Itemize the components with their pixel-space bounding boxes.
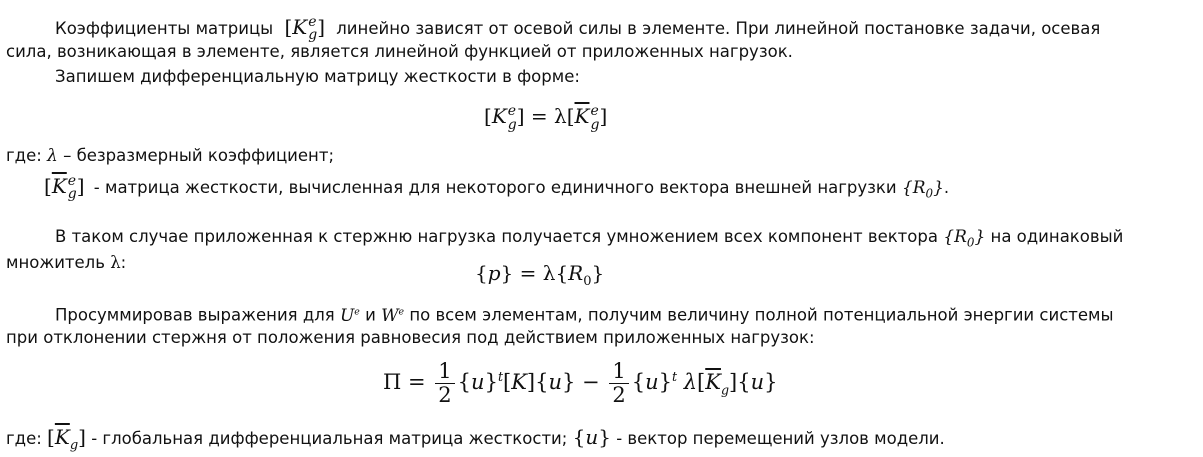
text-linear-dependence: линейно зависят от осевой силы в элементе. При линейной постановке задачи, осевая xyxy=(336,18,1101,38)
formula-potential-energy: Π = $\frac{1}{2}$ $\{u\}^t[K]\{u\}$ − $\frac{1}{2}$ $\{u\}^t$ $\lambda[\overline{K}_g]\{u\}$ xyxy=(383,359,778,408)
text-summing: Просуммировав выражения для xyxy=(55,305,335,325)
kg-description-line: [$\overline{K}$ e g ] - матрица жесткости, вычисленная для некоторого единичного вектора внешней нагрузки $\{R_0\}$. xyxy=(44,173,950,203)
where-lambda-line xyxy=(6,145,334,167)
paragraph-4-line-2: при отклонении стержня от положения равновесия под действием приложенных нагрузок: xyxy=(6,328,815,347)
paragraph-1-line-2: сила, возникающая в элементе, является линейной функцией от приложенных нагрузок. xyxy=(6,42,793,61)
ue-symbol: $U^e$ xyxy=(339,305,360,326)
lambda-symbol: λ xyxy=(47,146,58,166)
paragraph-3-line-1 xyxy=(55,226,1123,253)
r0-vector-inline: $\{R_0\}$ xyxy=(901,177,944,201)
formula-load-vector: $\{p\} = \lambda\{R_0\}$ xyxy=(475,261,605,289)
u-vector-symbol: {u} xyxy=(572,425,611,449)
paragraph-1-line-1 xyxy=(55,15,1100,42)
r0-vector-inline-2: $\{R_0\}$ xyxy=(943,227,986,250)
text-same-multiplier: на одинаковый xyxy=(990,227,1124,246)
matrix-kge-inline: [K e g ] xyxy=(284,14,326,44)
kg-description: - матрица жесткости, вычисленная для некоторого единичного вектора внешней нагрузки xyxy=(93,177,897,197)
u-vector-description: - вектор перемещений узлов модели. xyxy=(616,429,945,448)
text-multiplier: множитель xyxy=(6,253,105,272)
we-symbol: $W^e$ xyxy=(381,305,405,326)
text-potential-energy: по всем элементам, получим величину полной потенциальной энергии системы xyxy=(409,305,1114,325)
text-load-multiplication: В таком случае приложенная к стержню нагрузка получается умножением всех компонент вектора xyxy=(55,227,938,246)
text-and: и xyxy=(365,305,376,325)
final-description-line xyxy=(6,426,945,457)
global-kg-description: - глобальная дифференциальная матрица жесткости; xyxy=(91,429,568,448)
text-coefficients: Коэффициенты матрицы xyxy=(55,18,274,38)
lambda-description: – безразмерный коэффициент; xyxy=(63,146,335,165)
paragraph-3-line-2: множитель λ: xyxy=(6,253,127,272)
lambda-inline: λ xyxy=(110,253,121,272)
global-kg-symbol: $[\overline{K}_g]$ xyxy=(47,425,86,453)
where-label: где: xyxy=(6,146,42,165)
paragraph-2-line-1: Запишем дифференциальную матрицу жесткости в форме: xyxy=(55,67,580,86)
matrix-kg-bar-inline: [$\overline{K}$ e g ] xyxy=(44,173,85,203)
paragraph-4-line-1 xyxy=(55,301,1114,327)
formula-differential-matrix: [K e g ] = $\lambda[\overline{K}$ e g ] xyxy=(484,103,608,133)
final-where-label: где: xyxy=(6,429,42,448)
